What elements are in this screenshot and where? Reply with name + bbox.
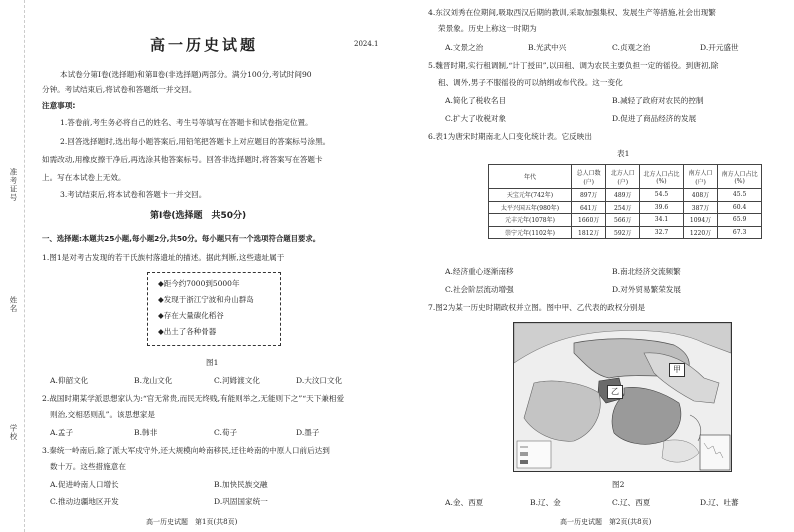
q3-option-b: B.加快民族交融: [214, 480, 268, 489]
q2-line-1: 2.战国时期某学派思想家认为:“官无常贵,而民无终贱,有能则举之,无能则下之”“天下兼相爱: [42, 394, 345, 403]
q1-option-d: D.大汶口文化: [296, 376, 343, 385]
q6-stem: 6.表1为唐宋时期南北人口变化统计表。它反映出: [428, 132, 592, 141]
table-cell: 45.5: [718, 189, 762, 202]
footer-right: 高一历史试题 第2页(共8页): [560, 518, 652, 526]
school-label: 学校: [9, 424, 18, 441]
table-cell: 1094万: [683, 214, 717, 227]
q1-option-a: A.仰韶文化: [50, 376, 89, 385]
q1-item: ◆出土了各种骨器: [158, 327, 217, 336]
q4-option-d: D.开元盛世: [700, 43, 739, 52]
q4-option-a: A.文景之治: [445, 43, 484, 52]
q3-option-a: A.促进岭南人口增长: [50, 480, 119, 489]
q5-option-c: C.扩大了收税对象: [445, 114, 507, 123]
table-header-cell: 总人口数(户): [572, 165, 606, 189]
table-cell: 1660万: [572, 214, 606, 227]
q7-option-c: C.辽、西夏: [612, 498, 651, 507]
q5-option-d: D.促进了商品经济的发展: [612, 114, 697, 123]
exam-date: 2024.1: [354, 40, 379, 48]
note-2c: 上。写在本试卷上无效。: [42, 173, 126, 182]
table-cell: 408万: [683, 189, 717, 202]
exam-number-label: 准考证号: [9, 168, 18, 202]
table-header-cell: 南方人口(户): [683, 165, 717, 189]
q4-line-1: 4.东汉刘秀在位期间,吸取西汉后期的教训,采取加强集权、发展生产等措施,社会出现繁: [428, 8, 716, 17]
q5-line-2: 租、调外,男子不服徭役的可以纳绢或布代役。这一变化: [438, 78, 623, 87]
table-header-row: [489, 165, 762, 189]
q1-stem: 1.图1是对考古发现的若干氏族村落遗址的描述。据此判断,这些遗址属于: [42, 253, 285, 262]
table-cell: 1220万: [683, 226, 717, 239]
table-cell: 太平兴国五年(980年): [489, 201, 572, 214]
table-cell: 566万: [606, 214, 640, 227]
q7-option-a: A.金、西夏: [445, 498, 484, 507]
q1-item: ◆存在大量碳化稻谷: [158, 311, 224, 320]
table-header-cell: 南方人口占比(%): [718, 165, 762, 189]
table-cell: 897万: [572, 189, 606, 202]
table-cell: 254万: [606, 201, 640, 214]
q5-option-a: A.简化了税收名目: [445, 96, 507, 105]
q6-option-d: D.对外贸易繁荣发展: [612, 285, 681, 294]
q7-option-d: D.辽、吐蕃: [700, 498, 739, 507]
table-cell: 1812万: [572, 226, 606, 239]
table-row: [489, 201, 762, 214]
q1-item: ◆发现于浙江宁波和舟山群岛: [158, 295, 254, 304]
note-2a: 2.回答选择题时,选出每小题答案后,用铅笔把答题卡上对应题目的答案标号涂黑。: [60, 137, 331, 146]
note-1: 1.答卷前,考生务必将自己的姓名、考生号等填写在答题卡和试卷指定位置。: [60, 118, 313, 127]
q6-population-table: [488, 164, 762, 239]
q2-option-c: C.荀子: [214, 428, 238, 437]
table-cell: 54.5: [640, 189, 684, 202]
footer-left: 高一历史试题 第1页(共8页): [146, 518, 238, 526]
q6-table-title: 表1: [617, 149, 630, 158]
part1-instruction: 一、选择题:本题共25小题,每小题2分,共50分。每小题只有一个选项符合题目要求。: [42, 234, 321, 243]
part1-heading: 第Ⅰ卷(选择题 共50分): [150, 211, 247, 221]
q1-option-b: B.龙山文化: [134, 376, 173, 385]
table-cell: 元丰元年(1078年): [489, 214, 572, 227]
q3-option-c: C.推动边疆地区开发: [50, 497, 119, 506]
notes-title: 注意事项:: [42, 101, 76, 110]
q3-line-2: 数十万。这些措施意在: [50, 462, 126, 471]
table-row: [489, 226, 762, 239]
q1-option-c: C.河姆渡文化: [214, 376, 260, 385]
table-cell: 387万: [683, 201, 717, 214]
table-cell: 67.3: [718, 226, 762, 239]
table-cell: 592万: [606, 226, 640, 239]
q2-line-2: 则治,交相恶则乱”。该思想家是: [50, 410, 156, 419]
q1-item: ◆距今约7000到5000年: [158, 279, 240, 288]
table-cell: 39.6: [640, 201, 684, 214]
q6-option-a: A.经济重心逐渐南移: [445, 267, 514, 276]
table-header-cell: 年代: [489, 165, 572, 189]
table-cell: 崇宁元年(1102年): [489, 226, 572, 239]
note-2b: 如需改动,用橡皮擦干净后,再选涂其他答案标号。回答非选择题时,将答案写在答题卡: [42, 155, 323, 164]
q4-option-b: B.光武中兴: [528, 43, 567, 52]
table-header-cell: 北方人口(户): [606, 165, 640, 189]
q3-line-1: 3.秦统一岭南后,除了派大军戍守外,还大规模向岭南移民,迁往岭南的中原人口前后达到: [42, 446, 330, 455]
table-cell: 60.4: [718, 201, 762, 214]
q7-historical-map: [513, 322, 732, 472]
page-title: 高一历史试题: [150, 36, 259, 54]
table-row: [489, 189, 762, 202]
q2-option-d: D.墨子: [296, 428, 320, 437]
table-row: [489, 214, 762, 227]
q5-line-1: 5.魏晋时期,实行租调制,“计丁授田”,以田租、调为农民主要负担一定的徭役。到唐初,除: [428, 61, 719, 70]
q1-figure-box: [147, 272, 281, 346]
q4-line-2: 荣景象。历史上称这一时期为: [438, 24, 537, 33]
table-header-cell: 北方人口占比(%): [640, 165, 684, 189]
q2-option-b: B.韩非: [134, 428, 158, 437]
q7-caption: 图2: [612, 480, 625, 489]
q3-option-d: D.巩固国家统一: [214, 497, 268, 506]
q2-option-a: A.孟子: [50, 428, 74, 437]
map-label-jia: 甲: [669, 363, 685, 377]
table-cell: 34.1: [640, 214, 684, 227]
q4-option-c: C.贞观之治: [612, 43, 651, 52]
q6-option-c: C.社会阶层流动增强: [445, 285, 514, 294]
table-cell: 489万: [606, 189, 640, 202]
table-cell: 65.9: [718, 214, 762, 227]
q6-option-b: B.南北经济交流频繁: [612, 267, 681, 276]
table-cell: 641万: [572, 201, 606, 214]
q1-caption: 图1: [206, 358, 219, 367]
map-label-yi: 乙: [607, 385, 623, 399]
binding-line: [24, 0, 25, 532]
table-cell: 天宝元年(742年): [489, 189, 572, 202]
q5-option-b: B.减轻了政府对农民的控制: [612, 96, 704, 105]
intro-line-1: 本试卷分第Ⅰ卷(选择题)和第Ⅱ卷(非选择题)两部分。满分100分,考试时间90: [60, 70, 312, 79]
name-label: 姓名: [9, 296, 18, 313]
table-cell: 32.7: [640, 226, 684, 239]
q7-stem: 7.图2为某一历史时期政权并立图。图中甲、乙代表的政权分别是: [428, 303, 646, 312]
intro-line-2: 分钟。考试结束后,将试卷和答题纸一并交回。: [42, 85, 197, 94]
note-3: 3.考试结束后,将本试卷和答题卡一并交回。: [60, 190, 207, 199]
q7-option-b: B.辽、金: [530, 498, 561, 507]
